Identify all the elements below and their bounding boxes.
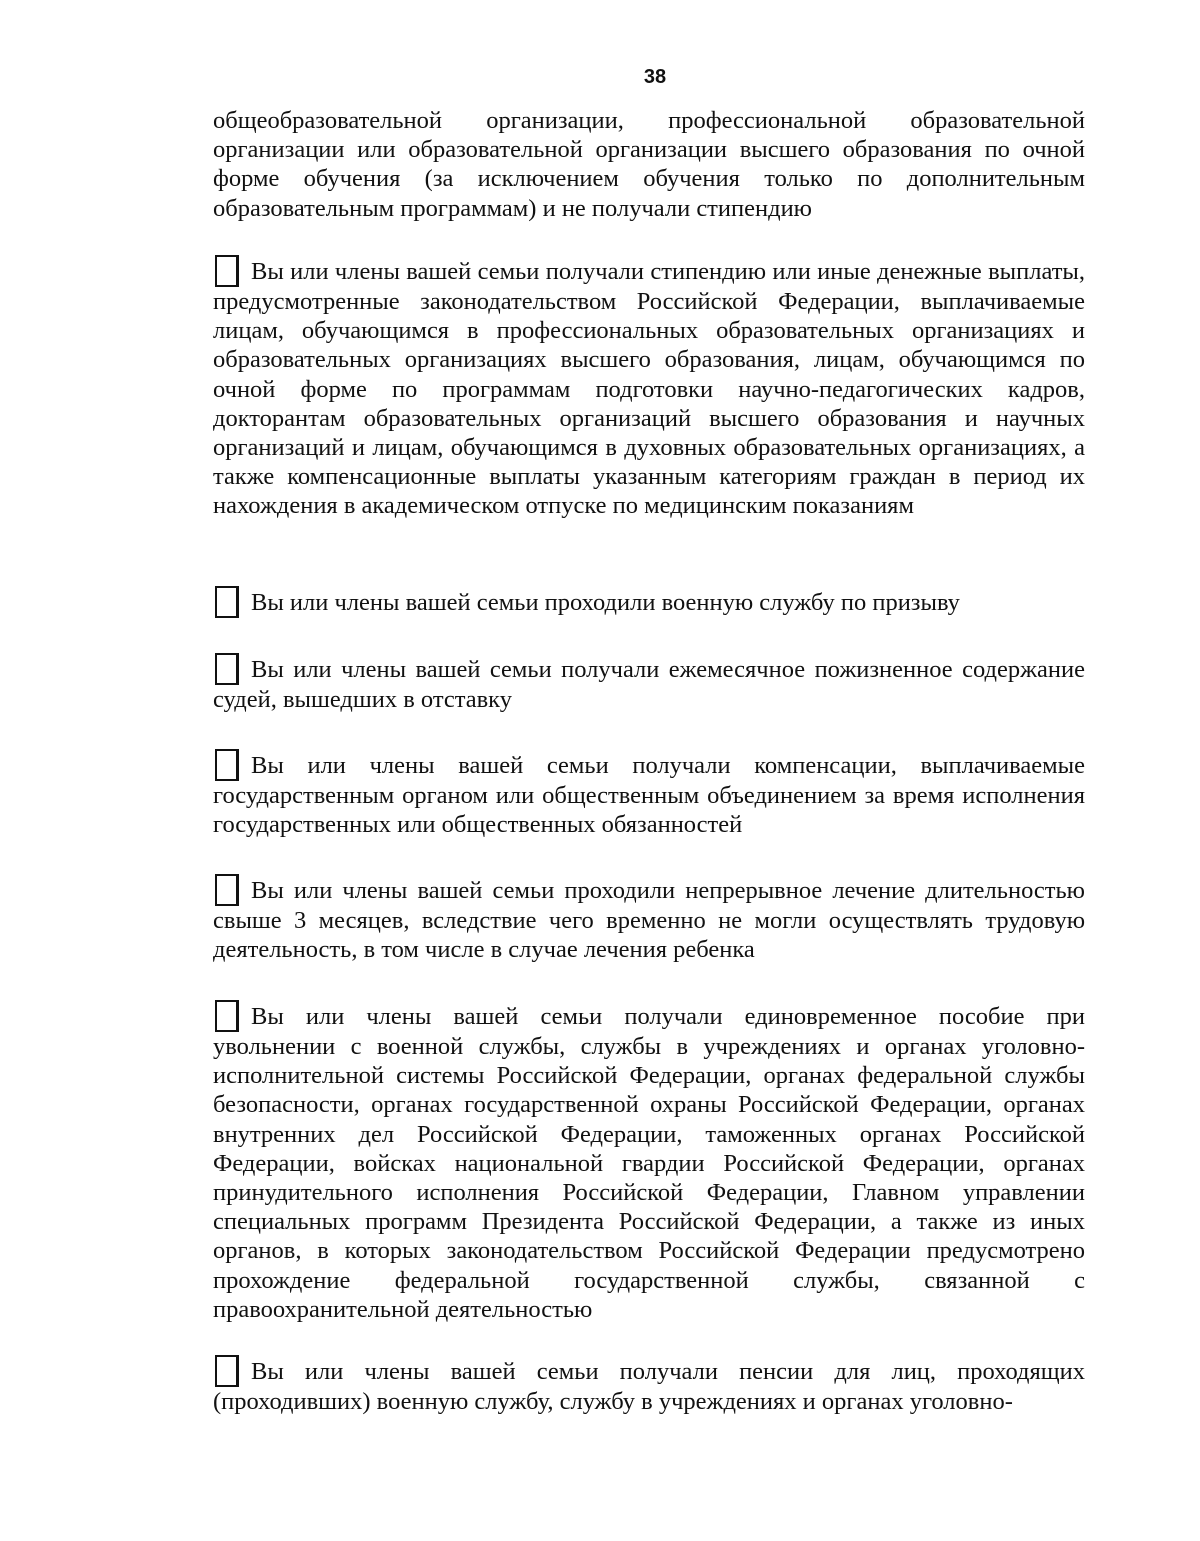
option-service-pensions xyxy=(213,1355,1085,1416)
intro-paragraph: общеобразовательной организации, профессиональной образовательной организации или образовательной организации высшего образования по очной форме обучения (за исключением обучения только по дополнительным образовательным программам) и не получали стипендию xyxy=(213,107,1085,222)
option-military-conscription xyxy=(213,586,1085,618)
checkbox[interactable] xyxy=(215,749,239,781)
option-text: Вы или члены вашей семьи получали стипендию или иные денежные выплаты, предусмотренные законодательством Российской Федерации, выплачиваемые лицам, обучающимся в профессиональных образовательных организациях и образовательных организациях высшего образования, лицам, обучающимся по очной форме по программам подготовки научно-педагогических кадров, докторантам образовательных организаций высшего образования и научных организаций и лицам, обучающимся в духовных образовательных организациях, а также компенсационные выплаты указанным категориям граждан в период их нахождения в академическом отпуске по медицинским показаниям xyxy=(213,258,1085,520)
checkbox[interactable] xyxy=(215,653,239,685)
option-text: Вы или члены вашей семьи получали компенсации, выплачиваемые государственным органом или общественным объединением за время исполнения государственных или общественных обязанностей xyxy=(213,752,1085,839)
option-judges-allowance xyxy=(213,653,1085,714)
option-dismissal-allowance xyxy=(213,1000,1085,1324)
option-scholarship xyxy=(213,255,1085,521)
option-text: Вы или члены вашей семьи получали пенсии для лиц, проходящих (проходивших) военную службу, службу в учреждениях и органах уголовно- xyxy=(213,1358,1085,1415)
checkbox[interactable] xyxy=(215,874,239,906)
option-text: Вы или члены вашей семьи получали ежемесячное пожизненное содержание судей, вышедших в отставку xyxy=(213,656,1085,713)
checkbox[interactable] xyxy=(215,255,239,287)
checkbox[interactable] xyxy=(215,586,239,618)
option-text: Вы или члены вашей семьи получали единовременное пособие при увольнении с военной службы, службы в учреждениях и органах уголовно-исполнительной системы Российской Федерации, органах федеральной службы безопасности, органах государственной охраны Российской Федерации, органах внутренних дел Российской Федерации, таможенных органах Российской Федерации, войсках национальной гвардии Российской Федерации, органах принудительного исполнения Российской Федерации, Главном управлении специальных программ Президента Российской Федерации, а также из иных органов, в которых законодательством Российской Федерации предусмотрено прохождение федеральной государственной службы, связанной с правоохранительной деятельностью xyxy=(213,1003,1085,1323)
checkbox[interactable] xyxy=(215,1000,239,1032)
option-long-treatment xyxy=(213,874,1085,964)
option-text: Вы или члены вашей семьи проходили военную службу по призыву xyxy=(251,589,960,616)
page-number: 38 xyxy=(643,66,667,88)
option-state-duties-compensation xyxy=(213,749,1085,839)
checkbox[interactable] xyxy=(215,1355,239,1387)
option-text: Вы или члены вашей семьи проходили непрерывное лечение длительностью свыше 3 месяцев, вследствие чего временно не могли осуществлять трудовую деятельность, в том числе в случае лечения ребенка xyxy=(213,877,1085,964)
